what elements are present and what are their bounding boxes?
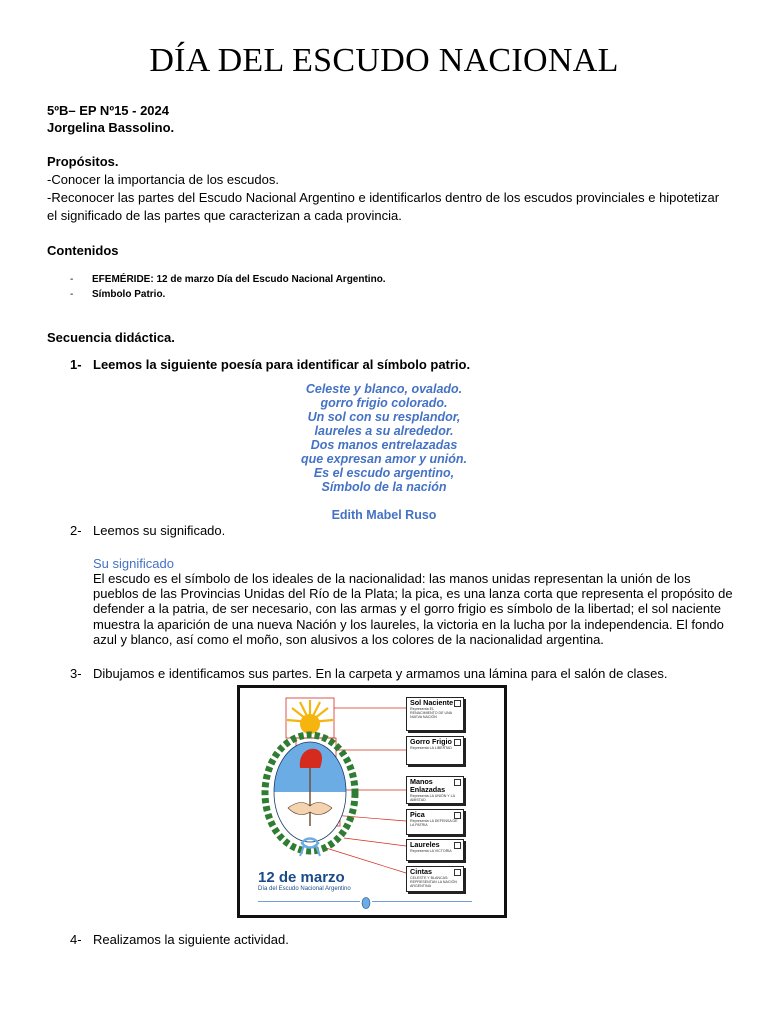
card-title: Pica: [410, 810, 425, 819]
poem-line: Un sol con su resplandor,: [307, 410, 461, 424]
card-checkbox-icon: [454, 779, 461, 786]
step-item: [70, 356, 470, 373]
part-card-hands: [406, 776, 464, 804]
card-checkbox-icon: [454, 842, 461, 849]
poster-subtitle: Día del Escudo Nacional Argentino: [258, 886, 351, 892]
poem-author: Edith Mabel Ruso: [331, 508, 437, 522]
card-title: Laureles: [410, 840, 440, 849]
card-checkbox-icon: [454, 700, 461, 707]
sequence-heading: Secuencia didáctica.: [47, 330, 175, 345]
part-card-laurels: [406, 839, 464, 861]
card-desc: Representa LA UNIÓN Y LA AMISTAD: [410, 794, 455, 802]
poem-line: Celeste y blanco, ovalado.: [305, 382, 463, 396]
contents-item: [70, 273, 386, 286]
step-text: Realizamos la siguiente actividad.: [93, 932, 289, 947]
contents-item-text: Símbolo Patrio.: [92, 289, 166, 300]
step-text: Leemos la siguiente poesía para identificar al símbolo patrio.: [93, 357, 471, 372]
part-card-sun: [406, 697, 464, 731]
purpose-item: el significado de las partes que caracterizan a cada provincia.: [47, 208, 402, 223]
step-item: [70, 931, 289, 948]
purpose-item: -Conocer la importancia de los escudos.: [47, 172, 279, 187]
teacher-name: Jorgelina Bassolino.: [47, 120, 175, 135]
card-desc: CELESTE Y BLANCAS: REPRESENTAN LA NACIÓN ARGENTINA: [410, 876, 457, 888]
card-checkbox-icon: [454, 869, 461, 876]
card-title: Manos Enlazadas: [410, 777, 446, 794]
poem-line: Dos manos entrelazadas: [310, 438, 458, 452]
meaning-title: Su significado: [93, 556, 174, 571]
step-number: 1-: [70, 357, 82, 372]
step-item: [70, 665, 667, 682]
card-checkbox-icon: [454, 812, 461, 819]
class-line: 5ºB– EP Nº15 - 2024: [47, 103, 169, 118]
poem-line: Símbolo de la nación: [321, 480, 447, 494]
card-title: Sol Naciente: [410, 698, 454, 707]
step-text: Leemos su significado.: [93, 523, 226, 538]
poster-date: 12 de marzo: [258, 869, 345, 886]
card-desc: Representa LA DEFENSA DE LA PATRIA: [410, 819, 458, 827]
step-number: 2-: [70, 523, 82, 538]
part-card-ribbons: [406, 866, 464, 892]
bullet: -: [70, 289, 74, 300]
step-item: [70, 522, 225, 539]
coat-of-arms-poster: [237, 685, 507, 918]
card-desc: Representa LA LIBERTAD: [410, 746, 453, 750]
page-title: DÍA DEL ESCUDO NACIONAL: [149, 42, 619, 79]
step-number: 4-: [70, 932, 82, 947]
card-desc: Representa LA VICTORIA: [410, 849, 452, 853]
small-emblem-icon: [362, 898, 370, 909]
purpose-item: -Reconocer las partes del Escudo Nacional Argentino e identificarlos dentro de los escudos provinciales e hipotetizar: [47, 190, 720, 205]
poem: [250, 382, 518, 494]
poem-line: Es el escudo argentino,: [313, 466, 455, 480]
purposes-heading: Propósitos.: [47, 154, 119, 169]
card-checkbox-icon: [454, 739, 461, 746]
poster-divider: [258, 901, 360, 902]
bullet: -: [70, 274, 74, 285]
meaning-text: El escudo es el símbolo de los ideales de la nacionalidad: las manos unidas representan la unión de los pueblos de las Provincias Unidas del Río de la Plata; la pica, es una lanza corta que representa el propósito de defender a la patria, de ser necesario, con las armas y el gorro frigio es símbolo de la libertad; el sol naciente muestra la aparición de una nueva Nación y los laureles, la victoria en la lucha por la independencia. El fondo azul y blanco, así como el moño, son alusivos a los colores de la nacionalidad argentina.: [93, 571, 733, 647]
contents-item-text: EFEMÉRIDE: 12 de marzo Día del Escudo Nacional Argentino.: [92, 274, 386, 285]
poem-line: gorro frigio colorado.: [320, 396, 448, 410]
poem-line: laureles a su alrededor.: [314, 424, 454, 438]
card-title: Gorro Frigio: [410, 737, 452, 746]
poster-divider: [372, 901, 472, 902]
card-title: Cintas: [410, 867, 432, 876]
contents-heading: Contenidos: [47, 243, 119, 258]
card-desc: Representa EL RENACIMIENTO DE UNA NUEVA NACIÓN: [410, 707, 452, 719]
part-card-cap: [406, 736, 464, 765]
part-card-pike: [406, 809, 464, 835]
step-text: Dibujamos e identificamos sus partes. En la carpeta y armamos una lámina para el salón de clases.: [93, 666, 668, 681]
sun-icon: [300, 714, 320, 734]
contents-item: [70, 288, 165, 301]
poem-line: que expresan amor y unión.: [300, 452, 467, 466]
step-number: 3-: [70, 666, 82, 681]
